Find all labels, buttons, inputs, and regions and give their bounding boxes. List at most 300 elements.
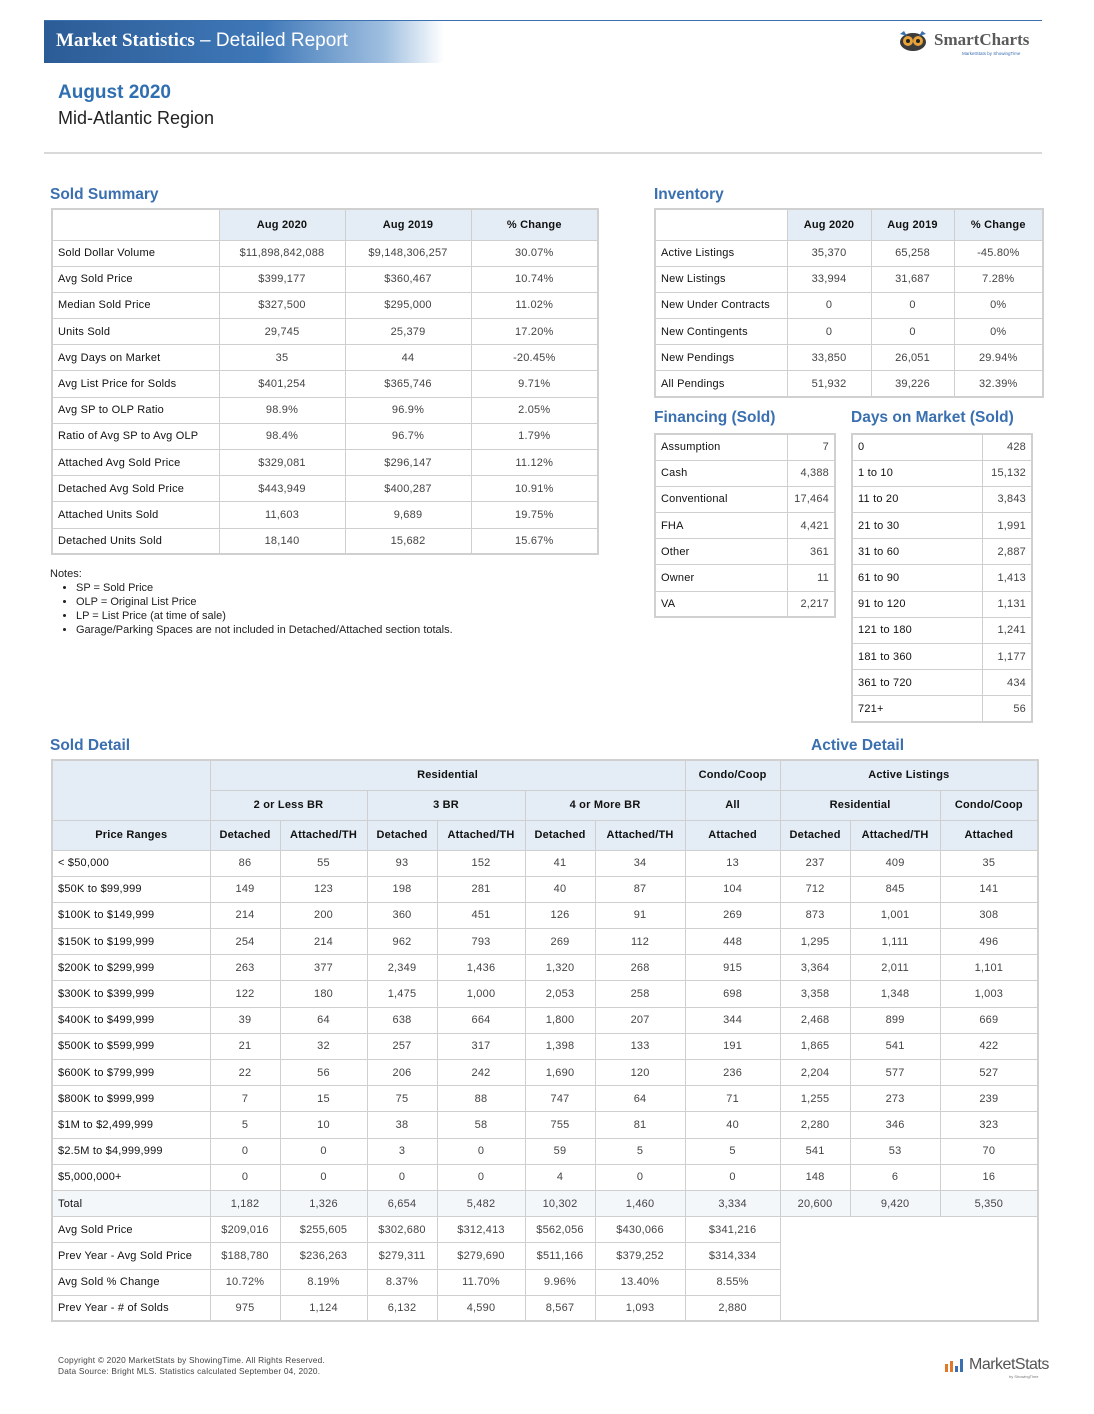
cell-value: 11.02% — [471, 292, 598, 318]
cell-value: 2,880 — [685, 1295, 780, 1321]
row-label: $1M to $2,499,999 — [52, 1112, 210, 1138]
cell-value: 541 — [850, 1033, 940, 1059]
cell-value: 40 — [525, 876, 595, 902]
cell-value: 317 — [437, 1033, 525, 1059]
cell-value: 21 — [210, 1033, 280, 1059]
cell-value: 15 — [280, 1086, 367, 1112]
inventory-row — [655, 240, 1043, 266]
cell-value: 35 — [219, 345, 345, 371]
cell-value: 15,132 — [982, 460, 1032, 486]
note-item: • LP = List Price (at time of sale) — [76, 609, 453, 623]
inventory-row — [655, 319, 1043, 345]
2br-header: 2 or Less BR — [210, 790, 367, 820]
row-label: $300K to $399,999 — [52, 981, 210, 1007]
cell-value: 55 — [280, 850, 367, 876]
row-label: 21 to 30 — [852, 513, 982, 539]
cell-value: 198 — [367, 876, 437, 902]
price-range-row — [52, 955, 1038, 981]
cell-value: $9,148,306,257 — [345, 240, 471, 266]
cell-value: 122 — [210, 981, 280, 1007]
row-label: Attached Units Sold — [52, 502, 219, 528]
row-label: 61 to 90 — [852, 565, 982, 591]
cell-value: 0 — [437, 1164, 525, 1190]
cell-value: 323 — [940, 1112, 1038, 1138]
cell-value: 2,053 — [525, 981, 595, 1007]
price-range-row — [52, 981, 1038, 1007]
cell-value: 104 — [685, 876, 780, 902]
cell-value: 242 — [437, 1060, 525, 1086]
financing-row — [655, 434, 835, 460]
cell-value: 35,370 — [787, 240, 871, 266]
cell-value: 1,001 — [850, 902, 940, 928]
cell-value: 0 — [367, 1164, 437, 1190]
price-range-row — [52, 1138, 1038, 1164]
cell-value: 3,843 — [982, 486, 1032, 512]
cell-value: 281 — [437, 876, 525, 902]
financing-row — [655, 513, 835, 539]
cell-value: $443,949 — [219, 476, 345, 502]
row-label: $600K to $799,999 — [52, 1060, 210, 1086]
cell-value: 25,379 — [345, 319, 471, 345]
cell-value: 0 — [871, 292, 954, 318]
cell-value: 120 — [595, 1060, 685, 1086]
cell-value: $312,413 — [437, 1217, 525, 1243]
marketstats-logo — [945, 1355, 1049, 1379]
sold-summary-row — [52, 1295, 1038, 1321]
cell-value: 98.4% — [219, 423, 345, 449]
cell-value: 6,132 — [367, 1295, 437, 1321]
cell-value: 975 — [210, 1295, 280, 1321]
row-label: $400K to $499,999 — [52, 1007, 210, 1033]
dom-row — [852, 617, 1032, 643]
row-label: Avg List Price for Solds — [52, 371, 219, 397]
cell-value: 0 — [280, 1164, 367, 1190]
cell-value: 2,217 — [787, 591, 835, 617]
cell-value: 269 — [525, 929, 595, 955]
price-range-row — [52, 1190, 1038, 1216]
sold-summary-row — [52, 1243, 1038, 1269]
brand-subtitle: MarketStats by ShowingTime — [962, 51, 1021, 56]
summary-row — [52, 345, 598, 371]
marketstats-brand: MarketStats — [969, 1356, 1049, 1373]
cell-value: 39,226 — [871, 371, 954, 397]
owl-icon — [898, 30, 928, 52]
col-header: % Change — [471, 209, 598, 240]
cell-value: 51,932 — [787, 371, 871, 397]
attached-th-header: Attached/TH — [280, 820, 367, 850]
cell-value: 1,398 — [525, 1033, 595, 1059]
sold-summary-row — [52, 1217, 1038, 1243]
row-label: Ratio of Avg SP to Avg OLP — [52, 423, 219, 449]
cell-value: 1,255 — [780, 1086, 850, 1112]
cell-value: 962 — [367, 929, 437, 955]
cell-value: 8,567 — [525, 1295, 595, 1321]
cell-value: 1,460 — [595, 1190, 685, 1216]
cell-value: 434 — [982, 670, 1032, 696]
cell-value: 3,334 — [685, 1190, 780, 1216]
cell-value: 88 — [437, 1086, 525, 1112]
cell-value: 22 — [210, 1060, 280, 1086]
cell-value: 39 — [210, 1007, 280, 1033]
financing-row — [655, 539, 835, 565]
cell-value: 451 — [437, 902, 525, 928]
price-range-row — [52, 1033, 1038, 1059]
cell-value: 3,364 — [780, 955, 850, 981]
cell-value: 53 — [850, 1138, 940, 1164]
row-label: Units Sold — [52, 319, 219, 345]
row-label: 91 to 120 — [852, 591, 982, 617]
cell-value: 237 — [780, 850, 850, 876]
row-label: 181 to 360 — [852, 644, 982, 670]
price-range-row — [52, 1007, 1038, 1033]
cell-value: 2,887 — [982, 539, 1032, 565]
blank-header — [52, 760, 210, 820]
summary-row — [52, 397, 598, 423]
cell-value: 59 — [525, 1138, 595, 1164]
financing-table — [654, 433, 836, 618]
cell-value: 1,320 — [525, 955, 595, 981]
cell-value: 11 — [787, 565, 835, 591]
cell-value: 1,101 — [940, 955, 1038, 981]
cell-value: 81 — [595, 1112, 685, 1138]
cell-value: 87 — [595, 876, 685, 902]
cell-value: $379,252 — [595, 1243, 685, 1269]
cell-value: $329,081 — [219, 450, 345, 476]
sold-summary-table — [51, 208, 599, 555]
financing-row — [655, 591, 835, 617]
cell-value: 11,603 — [219, 502, 345, 528]
cell-value: 8.19% — [280, 1269, 367, 1295]
cell-value: 6 — [850, 1164, 940, 1190]
cell-value: 698 — [685, 981, 780, 1007]
cell-value: 44 — [345, 345, 471, 371]
cell-value: 152 — [437, 850, 525, 876]
cell-value: 1,241 — [982, 617, 1032, 643]
cell-value: 86 — [210, 850, 280, 876]
cell-value: 17,464 — [787, 486, 835, 512]
cell-value: 5 — [685, 1138, 780, 1164]
cell-value: 254 — [210, 929, 280, 955]
cell-value: 207 — [595, 1007, 685, 1033]
cell-value: $11,898,842,088 — [219, 240, 345, 266]
cell-value: 263 — [210, 955, 280, 981]
cell-value: 6,654 — [367, 1190, 437, 1216]
corner-cell — [655, 209, 787, 240]
summary-row — [52, 240, 598, 266]
financing-row — [655, 565, 835, 591]
row-label: $2.5M to $4,999,999 — [52, 1138, 210, 1164]
cell-value: 31,687 — [871, 266, 954, 292]
cell-value: 5,350 — [940, 1190, 1038, 1216]
summary-row — [52, 476, 598, 502]
cell-value: 70 — [940, 1138, 1038, 1164]
row-label: All Pendings — [655, 371, 787, 397]
cell-value: 148 — [780, 1164, 850, 1190]
row-label: 0 — [852, 434, 982, 460]
row-label: Other — [655, 539, 787, 565]
cell-value: 200 — [280, 902, 367, 928]
cell-value: 1,690 — [525, 1060, 595, 1086]
row-label: Avg Sold Price — [52, 1217, 210, 1243]
cell-value: 41 — [525, 850, 595, 876]
residential-group-header: Residential — [210, 760, 685, 790]
notes — [50, 567, 453, 637]
cell-value: 19.75% — [471, 502, 598, 528]
cell-value: 56 — [280, 1060, 367, 1086]
summary-row — [52, 266, 598, 292]
col-header: % Change — [954, 209, 1043, 240]
cell-value: 30.07% — [471, 240, 598, 266]
attached-th-header: Attached/TH — [437, 820, 525, 850]
cell-value: 5 — [595, 1138, 685, 1164]
cell-value: 1,800 — [525, 1007, 595, 1033]
cell-value: 664 — [437, 1007, 525, 1033]
row-label: 121 to 180 — [852, 617, 982, 643]
empty-filler — [780, 1269, 1038, 1295]
inventory-table — [654, 208, 1044, 398]
summary-row — [52, 502, 598, 528]
copyright: Copyright © 2020 MarketStats by ShowingTime. All Rights Reserved. — [58, 1355, 325, 1365]
cell-value: 541 — [780, 1138, 850, 1164]
financing-row — [655, 486, 835, 512]
cell-value: 32 — [280, 1033, 367, 1059]
row-label: $100K to $149,999 — [52, 902, 210, 928]
cell-value: 0 — [595, 1164, 685, 1190]
cell-value: 13.40% — [595, 1269, 685, 1295]
cell-value: 0 — [437, 1138, 525, 1164]
cell-value: $341,216 — [685, 1217, 780, 1243]
cell-value: $279,690 — [437, 1243, 525, 1269]
price-range-row — [52, 1086, 1038, 1112]
price-range-row — [52, 1112, 1038, 1138]
row-label: Detached Avg Sold Price — [52, 476, 219, 502]
financing-row — [655, 460, 835, 486]
cell-value: 1,177 — [982, 644, 1032, 670]
cell-value: 2,204 — [780, 1060, 850, 1086]
cell-value: 0 — [210, 1138, 280, 1164]
col-header: Aug 2019 — [871, 209, 954, 240]
cell-value: 1,003 — [940, 981, 1038, 1007]
cell-value: 91 — [595, 902, 685, 928]
cell-value: 577 — [850, 1060, 940, 1086]
cell-value: 65,258 — [871, 240, 954, 266]
cell-value: 899 — [850, 1007, 940, 1033]
row-label: Cash — [655, 460, 787, 486]
summary-row — [52, 292, 598, 318]
4br-header: 4 or More BR — [525, 790, 685, 820]
notes-title: Notes: — [50, 568, 82, 580]
row-label: 361 to 720 — [852, 670, 982, 696]
detached-header: Detached — [367, 820, 437, 850]
price-range-row — [52, 1060, 1038, 1086]
cell-value: 141 — [940, 876, 1038, 902]
cell-value: 10.72% — [210, 1269, 280, 1295]
empty-filler — [780, 1295, 1038, 1321]
cell-value: 71 — [685, 1086, 780, 1112]
attached-th-header: Attached/TH — [595, 820, 685, 850]
cell-value: 2,011 — [850, 955, 940, 981]
col-header: Aug 2020 — [787, 209, 871, 240]
cell-value: 10.74% — [471, 266, 598, 292]
cell-value: 308 — [940, 902, 1038, 928]
cell-value: -45.80% — [954, 240, 1043, 266]
dom-row — [852, 460, 1032, 486]
row-label: New Under Contracts — [655, 292, 787, 318]
banner-subtitle: – Detailed Report — [194, 30, 348, 51]
cell-value: $430,066 — [595, 1217, 685, 1243]
row-label: Conventional — [655, 486, 787, 512]
row-label: Total — [52, 1190, 210, 1216]
row-label: 721+ — [852, 696, 982, 722]
price-range-row — [52, 929, 1038, 955]
report-region: Mid-Atlantic Region — [58, 108, 215, 128]
inventory-row — [655, 371, 1043, 397]
cell-value: 669 — [940, 1007, 1038, 1033]
footer — [58, 1355, 325, 1377]
row-label: $150K to $199,999 — [52, 929, 210, 955]
cell-value: 11.70% — [437, 1269, 525, 1295]
dom-row — [852, 644, 1032, 670]
cell-value: 2,280 — [780, 1112, 850, 1138]
row-label: New Contingents — [655, 319, 787, 345]
cell-value: $401,254 — [219, 371, 345, 397]
cell-value: 35 — [940, 850, 1038, 876]
cell-value: 0 — [685, 1164, 780, 1190]
summary-row — [52, 450, 598, 476]
cell-value: 1,131 — [982, 591, 1032, 617]
summary-row — [52, 528, 598, 554]
price-range-row — [52, 876, 1038, 902]
price-range-row — [52, 850, 1038, 876]
financing-title: Financing (Sold) — [654, 409, 776, 426]
row-label: Prev Year - Avg Sold Price — [52, 1243, 210, 1269]
attached-header: Attached — [940, 820, 1038, 850]
cell-value: -20.45% — [471, 345, 598, 371]
cell-value: 236 — [685, 1060, 780, 1086]
cell-value: $400,287 — [345, 476, 471, 502]
cell-value: $327,500 — [219, 292, 345, 318]
marketstats-subtitle: by ShowingTime — [1009, 1374, 1039, 1379]
report-month: August 2020 — [58, 82, 171, 103]
cell-value: 8.37% — [367, 1269, 437, 1295]
cell-value: 9.96% — [525, 1269, 595, 1295]
cell-value: 344 — [685, 1007, 780, 1033]
dom-row — [852, 696, 1032, 722]
row-label: Avg Days on Market — [52, 345, 219, 371]
sold-summary-row — [52, 1269, 1038, 1295]
cell-value: 638 — [367, 1007, 437, 1033]
cell-value: 361 — [787, 539, 835, 565]
cell-value: 9,420 — [850, 1190, 940, 1216]
cell-value: 29.94% — [954, 345, 1043, 371]
cell-value: 13 — [685, 850, 780, 876]
cell-value: 5 — [210, 1112, 280, 1138]
bar-chart-icon — [945, 1358, 967, 1372]
cell-value: $302,680 — [367, 1217, 437, 1243]
cell-value: 214 — [210, 902, 280, 928]
col-header: Aug 2020 — [219, 209, 345, 240]
all-header: All — [685, 790, 780, 820]
cell-value: 712 — [780, 876, 850, 902]
cell-value: $236,263 — [280, 1243, 367, 1269]
cell-value: 3 — [367, 1138, 437, 1164]
cell-value: 96.7% — [345, 423, 471, 449]
cell-value: 112 — [595, 929, 685, 955]
row-label: Attached Avg Sold Price — [52, 450, 219, 476]
detached-header: Detached — [525, 820, 595, 850]
row-label: Assumption — [655, 434, 787, 460]
cell-value: 273 — [850, 1086, 940, 1112]
cell-value: 7 — [210, 1086, 280, 1112]
cell-value: 1,991 — [982, 513, 1032, 539]
cell-value: 257 — [367, 1033, 437, 1059]
row-label: Sold Dollar Volume — [52, 240, 219, 266]
cell-value: 7.28% — [954, 266, 1043, 292]
active-residential-header: Residential — [780, 790, 940, 820]
cell-value: 10 — [280, 1112, 367, 1138]
note-item: • SP = Sold Price — [76, 581, 453, 595]
cell-value: 1,865 — [780, 1033, 850, 1059]
report-banner — [44, 21, 444, 63]
cell-value: 1,436 — [437, 955, 525, 981]
cell-value: 33,850 — [787, 345, 871, 371]
cell-value: 346 — [850, 1112, 940, 1138]
cell-value: 268 — [595, 955, 685, 981]
cell-value: 8.55% — [685, 1269, 780, 1295]
cell-value: 7 — [787, 434, 835, 460]
cell-value: 10,302 — [525, 1190, 595, 1216]
detached-header: Detached — [210, 820, 280, 850]
cell-value: 64 — [595, 1086, 685, 1112]
cell-value: 1,413 — [982, 565, 1032, 591]
cell-value: $295,000 — [345, 292, 471, 318]
cell-value: 149 — [210, 876, 280, 902]
cell-value: $255,605 — [280, 1217, 367, 1243]
cell-value: 5,482 — [437, 1190, 525, 1216]
cell-value: 409 — [850, 850, 940, 876]
cell-value: 1,182 — [210, 1190, 280, 1216]
row-label: FHA — [655, 513, 787, 539]
cell-value: 428 — [982, 434, 1032, 460]
price-ranges-header: Price Ranges — [52, 820, 210, 850]
cell-value: 1,348 — [850, 981, 940, 1007]
cell-value: 1,295 — [780, 929, 850, 955]
dom-table — [851, 433, 1033, 723]
row-label: < $50,000 — [52, 850, 210, 876]
cell-value: 2.05% — [471, 397, 598, 423]
corner-cell — [52, 209, 219, 240]
inventory-row — [655, 345, 1043, 371]
inventory-title: Inventory — [654, 186, 724, 203]
cell-value: 214 — [280, 929, 367, 955]
cell-value: 0% — [954, 319, 1043, 345]
dom-row — [852, 591, 1032, 617]
sold-detail-table — [51, 759, 1039, 1322]
cell-value: 448 — [685, 929, 780, 955]
cell-value: 180 — [280, 981, 367, 1007]
cell-value: 33,994 — [787, 266, 871, 292]
cell-value: 0 — [871, 319, 954, 345]
cell-value: 56 — [982, 696, 1032, 722]
cell-value: 34 — [595, 850, 685, 876]
cell-value: 96.9% — [345, 397, 471, 423]
cell-value: 1,000 — [437, 981, 525, 1007]
cell-value: 239 — [940, 1086, 1038, 1112]
cell-value: 32.39% — [954, 371, 1043, 397]
cell-value: 873 — [780, 902, 850, 928]
cell-value: 40 — [685, 1112, 780, 1138]
cell-value: 360 — [367, 902, 437, 928]
